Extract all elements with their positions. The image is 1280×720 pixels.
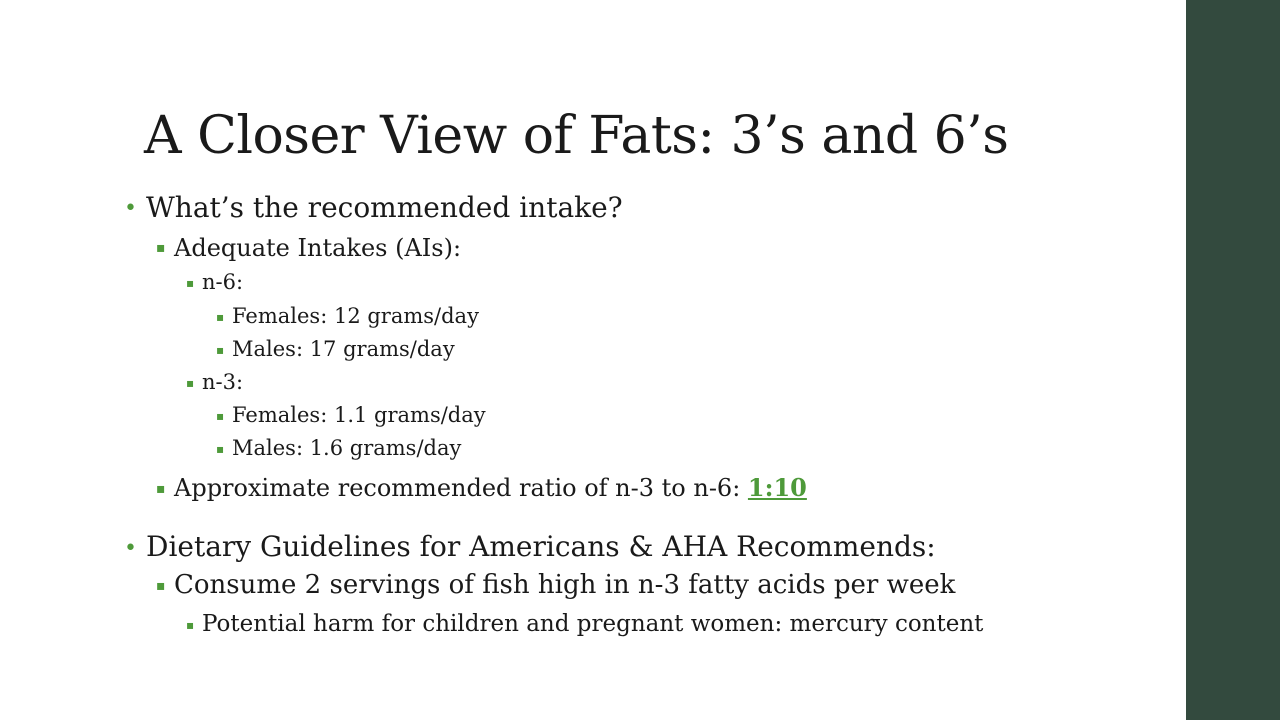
bullet-adequate-intakes: Adequate Intakes (AIs):: [174, 234, 462, 262]
bullet-square-icon: ▪: [156, 481, 166, 497]
bullet-square-icon: ▪: [216, 442, 225, 456]
sidebar-accent-bar: [1186, 0, 1280, 720]
bullet-dietary-guidelines: Dietary Guidelines for Americans & AHA Recommends:: [146, 530, 936, 563]
bullet-square-icon: ▪: [216, 409, 225, 423]
bullet-mercury-harm: Potential harm for children and pregnant women: mercury content: [202, 611, 984, 637]
bullet-square-icon: ▪: [186, 618, 195, 632]
bullet-square-icon: ▪: [186, 276, 195, 290]
bullet-square-icon: ▪: [216, 310, 225, 324]
ratio-text: Approximate recommended ratio of n-3 to n-6:: [174, 474, 748, 502]
bullet-fish-servings: Consume 2 servings of fish high in n-3 fatty acids per week: [174, 570, 956, 600]
ratio-value-link[interactable]: 1:10: [747, 473, 807, 502]
bullet-square-icon: ▪: [156, 240, 166, 256]
bullet-square-icon: ▪: [186, 376, 195, 390]
bullet-square-icon: ▪: [216, 343, 225, 357]
bullet-ratio: [174, 473, 807, 502]
bullet-n6-males: Males: 17 grams/day: [232, 337, 455, 361]
bullet-question-intake: What’s the recommended intake?: [146, 191, 623, 224]
bullet-n6: n-6:: [202, 270, 244, 294]
bullet-square-icon: ▪: [156, 578, 166, 594]
bullet-n6-females: Females: 12 grams/day: [232, 304, 479, 328]
bullet-n3-females: Females: 1.1 grams/day: [232, 403, 486, 427]
bullet-dot-icon: •: [124, 536, 137, 561]
slide-title: A Closer View of Fats: 3’s and 6’s: [144, 106, 1009, 166]
bullet-dot-icon: •: [124, 196, 137, 221]
bullet-n3-males: Males: 1.6 grams/day: [232, 436, 462, 460]
bullet-n3: n-3:: [202, 370, 244, 394]
